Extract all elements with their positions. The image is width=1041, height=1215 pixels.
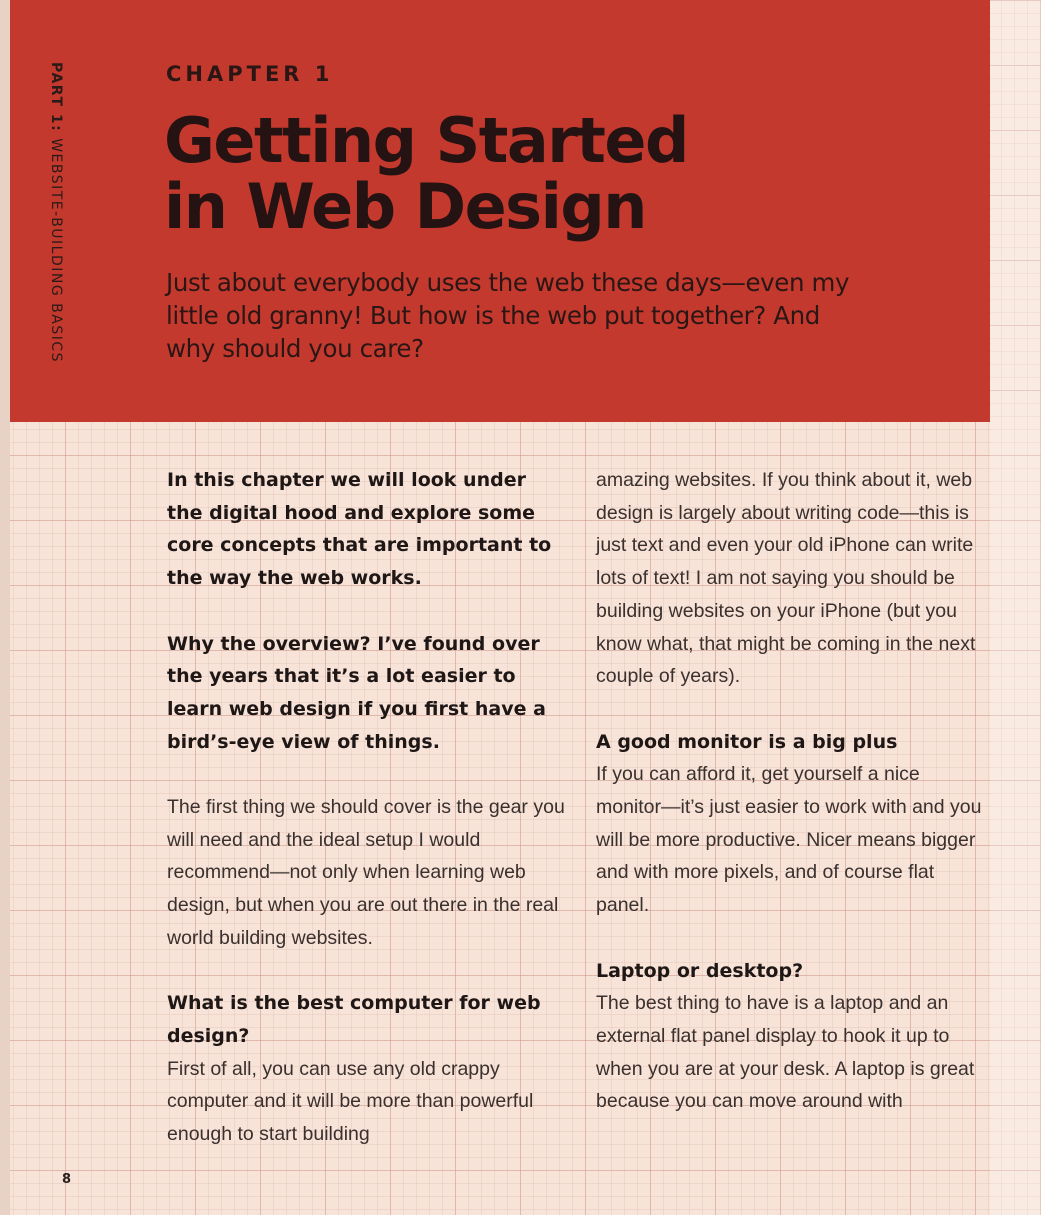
section-heading: What is the best computer for web design?: [167, 992, 541, 1047]
page-number: 8: [62, 1172, 72, 1187]
chapter-title-line-2: in Web Design: [164, 170, 646, 243]
chapter-label: CHAPTER 1: [166, 62, 334, 86]
running-head-part: PART 1:: [48, 62, 64, 133]
intro-paragraph-2: Why the overview? I’ve found over the years that it’s a lot easier to learn web design if you first have a bird’s-eye view of things.: [167, 632, 546, 753]
intro-paragraph-1: In this chapter we will look under the digital hood and explore some core concepts that are important to the way the web works.: [167, 469, 552, 590]
section-heading: A good monitor is a big plus: [596, 730, 898, 753]
chapter-title-line-1: Getting Started: [164, 104, 688, 177]
body-paragraph: The best thing to have is a laptop and an external flat panel display to hook it up to when you are at your desk. A laptop is great because you can move around with: [596, 992, 975, 1113]
page-edge: [0, 0, 10, 1215]
body-paragraph: The first thing we should cover is the gear you will need and the ideal setup I would recommend—not only when learning web design, but when you are out there in the real world building websites.: [167, 796, 565, 949]
body-paragraph: amazing websites. If you think about it, web design is largely about writing code—this is just text and even your old iPhone can write lots of text! I am not saying you should be building websites on your iPhone (but you know what, that might be coming in the next couple of years).: [596, 469, 976, 688]
running-head-vertical: [44, 62, 68, 362]
chapter-subtitle: Just about everybody uses the web these days—even my little old granny! But how is the web put together? And why should you care?: [166, 268, 850, 363]
body-paragraph: If you can afford it, get yourself a nice monitor—it’s just easier to work with and you will be more productive. Nicer means bigger and with more pixels, and of course flat panel.: [596, 763, 982, 917]
page-edge-right: [990, 0, 1041, 1215]
left-column: [167, 464, 567, 1183]
body-paragraph: First of all, you can use any old crappy computer and it will be more than powerful enough to start building: [167, 1057, 534, 1146]
running-head-section: WEBSITE-BUILDING BASICS: [48, 138, 64, 364]
section-heading: Laptop or desktop?: [596, 959, 804, 982]
right-column: [596, 464, 988, 1151]
chapter-title: [164, 104, 864, 243]
